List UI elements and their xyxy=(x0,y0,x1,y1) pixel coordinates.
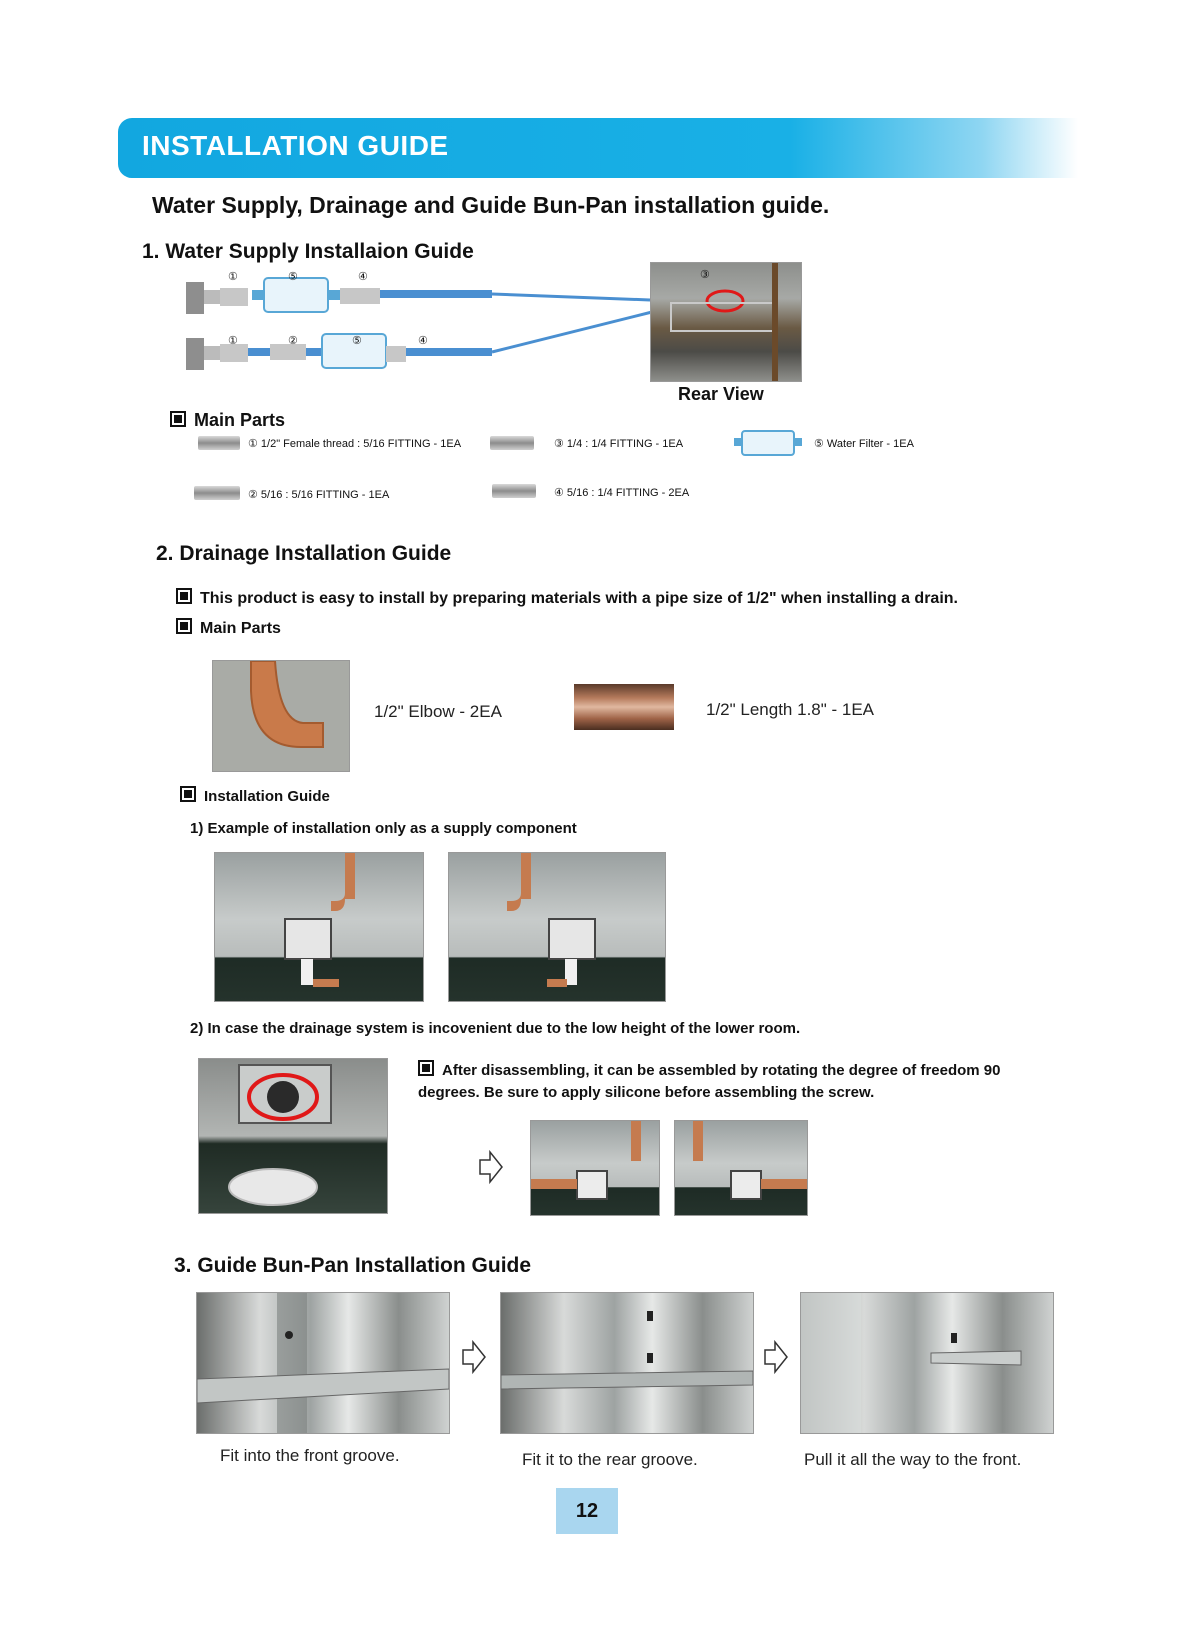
checkbox-bullet-icon xyxy=(170,411,186,427)
rotated-drain-photo-2 xyxy=(674,1120,808,1216)
tee-valve-icon xyxy=(186,282,204,314)
elbow-label: 1/2" Elbow - 2EA xyxy=(374,702,502,721)
step2-label: 2) In case the drainage system is incovenient due to the low height of the lower room. xyxy=(190,1020,801,1037)
checkbox-bullet-icon xyxy=(180,786,196,802)
callout-5: ⑤ xyxy=(288,271,298,283)
fitting-4-icon xyxy=(492,484,536,498)
elbow-photo xyxy=(212,660,350,772)
fitting-4-icon xyxy=(340,288,380,304)
checkbox-bullet-icon xyxy=(176,618,192,634)
rear-view-photo xyxy=(650,262,802,382)
checkbox-bullet-icon xyxy=(176,588,192,604)
water-filter-icon xyxy=(728,428,808,458)
copper-pipe-photo xyxy=(574,684,674,730)
drain-flange-icon xyxy=(229,1169,317,1205)
intro-heading: Water Supply, Drainage and Guide Bun-Pan installation guide. xyxy=(152,192,830,218)
drainage-note: This product is easy to install by preparing materials with a pipe size of 1/2" when installing a drain. xyxy=(176,588,958,608)
bunpan-photo-rear xyxy=(500,1292,754,1434)
step1-label: 1) Example of installation only as a supply component xyxy=(190,820,577,837)
drainage-main-parts-title: Main Parts xyxy=(176,618,281,638)
drain-fitting-icon xyxy=(549,919,595,959)
part-1-label: ① 1/2" Female thread : 5/16 FITTING - 1EA xyxy=(248,438,462,450)
callout-1: ① xyxy=(228,335,238,347)
arrow-right-icon xyxy=(461,1340,487,1374)
installation-guide-title: Installation Guide xyxy=(180,786,330,805)
section1-title: 1. Water Supply Installaion Guide xyxy=(142,240,474,263)
callout-2: ② xyxy=(288,335,298,347)
drain-fitting-icon xyxy=(285,919,331,959)
callout-5: ⑤ xyxy=(352,335,362,347)
callout-1: ① xyxy=(228,271,238,283)
drain-photo-2 xyxy=(448,852,666,1002)
water-filter-icon xyxy=(264,278,328,312)
caption-front-groove: Fit into the front groove. xyxy=(220,1446,400,1465)
arrow-right-icon xyxy=(478,1150,504,1184)
caption-pull-front: Pull it all the way to the front. xyxy=(804,1450,1022,1469)
fitting-1-icon xyxy=(198,436,240,450)
section2-title: 2. Drainage Installation Guide xyxy=(156,542,452,565)
part-2-label: ② 5/16 : 5/16 FITTING - 1EA xyxy=(248,489,390,501)
callout-4: ④ xyxy=(358,271,368,283)
callout-3: ③ xyxy=(700,269,710,281)
part-3-label: ③ 1/4 : 1/4 FITTING - 1EA xyxy=(554,438,684,450)
page-number: 12 xyxy=(556,1488,618,1534)
section3-title: 3. Guide Bun-Pan Installation Guide xyxy=(174,1254,532,1277)
checkbox-bullet-icon xyxy=(418,1060,434,1076)
fitting-4-icon xyxy=(386,346,406,362)
rotated-drain-photo-1 xyxy=(530,1120,660,1216)
drain-disassembly-photo xyxy=(198,1058,388,1214)
callout-4: ④ xyxy=(418,335,428,347)
tee-valve-icon xyxy=(186,338,204,370)
main-parts-title: Main Parts xyxy=(170,410,285,431)
part-4-label: ④ 5/16 : 1/4 FITTING - 2EA xyxy=(554,487,690,499)
caption-rear-groove: Fit it to the rear groove. xyxy=(522,1450,698,1469)
rear-view-label: Rear View xyxy=(678,384,764,404)
copper-elbow-icon xyxy=(251,661,323,747)
drain-photo-1 xyxy=(214,852,424,1002)
bunpan-photo-front xyxy=(196,1292,450,1434)
fitting-1-icon xyxy=(220,288,248,306)
step2-note: After disassembling, it can be assembled by rotating the degree of freedom 90 degrees. Be sure to apply silicone before assembling the screw. xyxy=(418,1062,1001,1101)
fitting-3-icon xyxy=(490,436,534,450)
bunpan-photo-pulled xyxy=(800,1292,1054,1434)
fitting-2-icon xyxy=(194,486,240,500)
highlight-circle xyxy=(707,291,743,311)
part-5-label: ⑤ Water Filter - 1EA xyxy=(814,438,914,450)
header-banner xyxy=(118,118,1078,178)
length-label: 1/2" Length 1.8" - 1EA xyxy=(706,700,875,719)
header-title: INSTALLATION GUIDE xyxy=(142,130,449,161)
arrow-right-icon xyxy=(763,1340,789,1374)
